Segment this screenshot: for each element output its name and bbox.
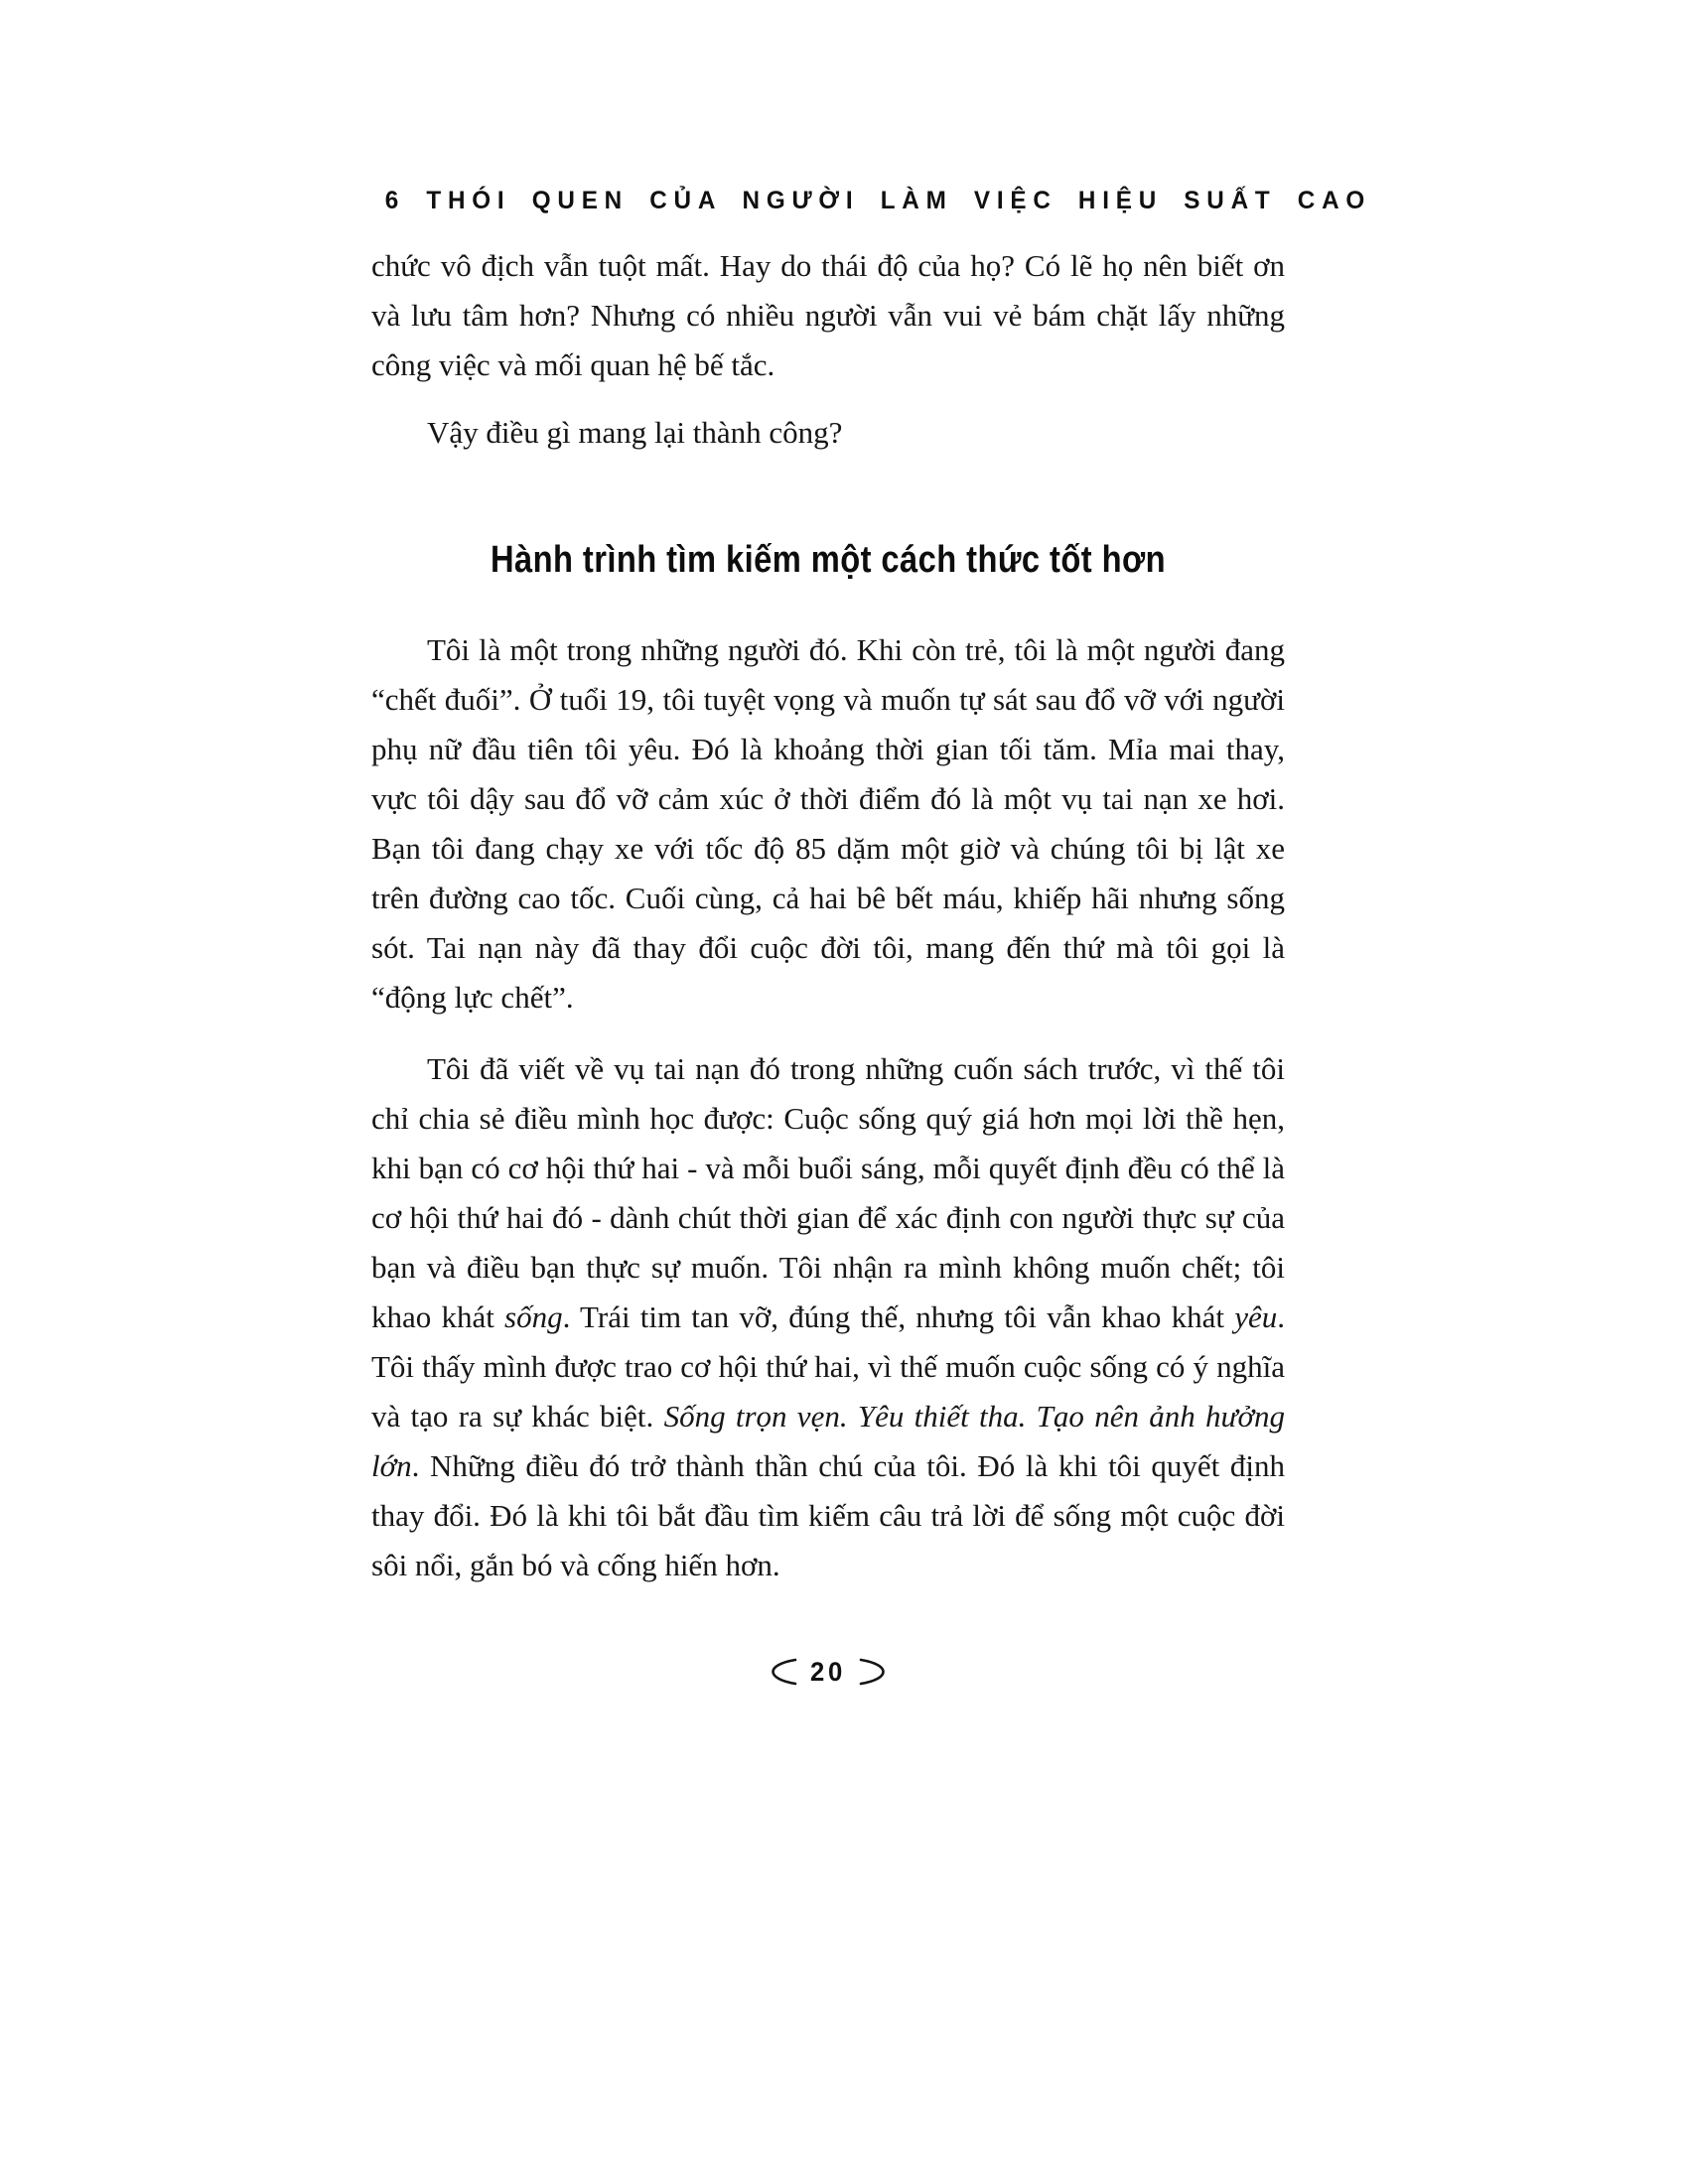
page-number: 20 bbox=[809, 1656, 847, 1687]
paragraph-story bbox=[371, 625, 1285, 1023]
paragraph-text: Tôi đã viết về vụ tai nạn đó trong những cuốn sách trước, vì thế tôi chỉ chia sẻ điều mình học được: Cuộc sống quý giá hơn mọi lời thề hẹn, khi bạn có cơ hội thứ hai - và mỗi buổi sáng, mỗi quyết định đều có thể là cơ hội thứ hai đó - dành chút thời gian để xác định con người thực sự của bạn và điều bạn thực sự muốn. Tôi nhận ra mình không muốn chết; tôi khao khát bbox=[371, 1051, 1285, 1334]
paragraph-question: Vậy điều gì mang lại thành công? bbox=[427, 415, 843, 450]
paragraph-text: Tôi là một trong những người đó. Khi còn trẻ, tôi là một người đang “chết đuối”. Ở tuổi 19, tôi tuyệt vọng và muốn tự sát sau đổ vỡ với người phụ nữ đầu tiên tôi yêu. Đó là khoảng thời gian tối tăm. Mỉa mai thay, vực tôi dậy sau đổ vỡ cảm xúc ở thời điểm đó là một vụ tai nạn xe hơi. Bạn tôi đang chạy xe với tốc độ 85 dặm một giờ và chúng tôi bị lật xe trên đường cao tốc. Cuối cùng, cả hai bê bết máu, khiếp hãi nhưng sống sót. Tai nạn này đã thay đổi cuộc đời tôi, mang đến thứ mà tôi gọi là “động lực chết”. bbox=[371, 632, 1285, 1015]
page-number-left-ornament-icon bbox=[752, 1656, 797, 1688]
emphasis-yeu: yêu bbox=[1234, 1299, 1278, 1334]
emphasis-song: sống bbox=[504, 1299, 563, 1334]
page-number-right-ornament-icon bbox=[859, 1656, 905, 1688]
paragraph-reflection bbox=[371, 1044, 1285, 1590]
paragraph-text: . Trái tim tan vỡ, đúng thế, nhưng tôi vẫn khao khát bbox=[562, 1299, 1235, 1334]
page-footer bbox=[371, 1656, 1285, 1688]
paragraph-text: . Những điều đó trở thành thần chú của tôi. Đó là khi tôi quyết định thay đổi. Đó là khi tôi bắt đầu tìm kiếm câu trả lời để sống một cuộc đời sôi nổi, gắn bó và cống hiến hơn. bbox=[371, 1448, 1285, 1582]
page-body bbox=[371, 241, 1285, 1590]
paragraph-text: . Tôi thấy mình được trao cơ hội thứ hai, vì thế muốn cuộc sống có ý nghĩa và tạo ra sự khác biệt. bbox=[371, 1299, 1285, 1433]
text-column bbox=[371, 187, 1372, 1688]
running-header: 6 THÓI QUEN CỦA NGƯỜI LÀM VIỆC HIỆU SUẤT CAO bbox=[384, 187, 1372, 214]
section-heading: Hành trình tìm kiếm một cách thức tốt hơn bbox=[490, 539, 1167, 581]
paragraph-continued: chức vô địch vẫn tuột mất. Hay do thái độ của họ? Có lẽ họ nên biết ơn và lưu tâm hơn? Nhưng có nhiều người vẫn vui vẻ bám chặt lấy những công việc và mối quan hệ bế tắc. bbox=[371, 248, 1285, 382]
emphasis-mantra: Sống trọn vẹn. Yêu thiết tha. Tạo nên ảnh hưởng lớn bbox=[371, 1399, 1285, 1483]
